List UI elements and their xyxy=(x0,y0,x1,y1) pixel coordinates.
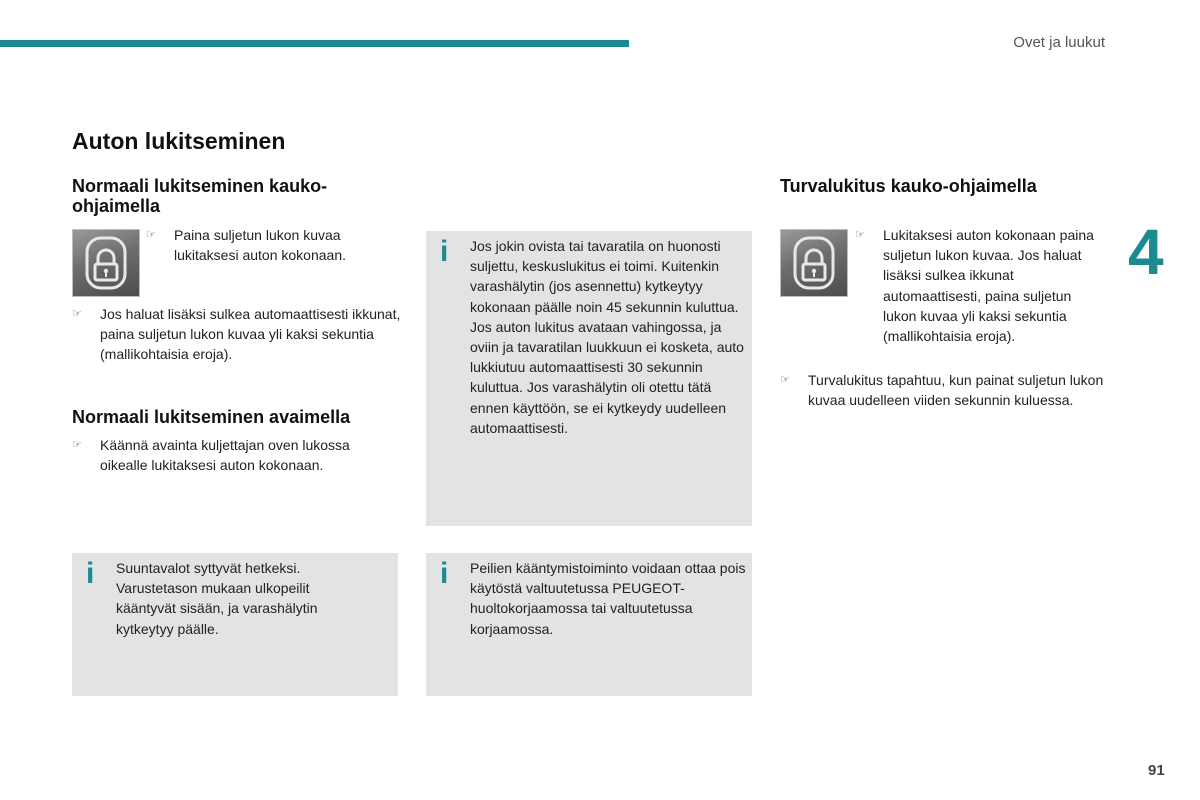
page-number: 91 xyxy=(1148,762,1165,779)
list-item: ☞ Turvalukitus tapahtuu, kun painat suljetun lukon kuvaa uudelleen viiden sekunnin kuluessa. xyxy=(780,372,1104,409)
header-accent-bar xyxy=(0,40,629,47)
list-item: ☞ Lukitaksesi auton kokonaan paina suljetun lukon kuvaa. Jos haluat lisäksi sulkea ikkunat automaattisesti, paina suljetun lukon kuvaa yli kaksi sekuntia (mallikohtaisia eroja). xyxy=(855,227,1094,345)
heading-key-locking: Normaali lukitseminen avaimella xyxy=(72,407,351,427)
bullet-icon: ☞ xyxy=(780,374,790,386)
bullet-icon: ☞ xyxy=(855,229,865,241)
heading-deadlocking: Turvalukitus kauko-ohjaimella xyxy=(780,176,1037,196)
heading-remote-locking: Normaali lukitseminen kauko-ohjaimella xyxy=(72,176,328,216)
lock-button-icon xyxy=(72,229,140,297)
list-item: ☞ Paina suljetun lukon kuvaa lukitaksesi auton kokonaan. xyxy=(146,227,346,264)
bullet-icon: ☞ xyxy=(146,229,156,241)
list-item: ☞ Jos haluat lisäksi sulkea automaattisesti ikkunat, paina suljetun lukon kuvaa yli kaksi sekuntia (mallikohtaisia eroja). xyxy=(72,306,401,363)
info-box-mirrors xyxy=(426,553,752,696)
bullet-icon: ☞ xyxy=(72,308,82,320)
info-box-indicators xyxy=(72,553,398,696)
info-box-central-locking xyxy=(426,231,752,526)
chapter-number: 4 xyxy=(1128,216,1164,288)
info-text: Jos jokin ovista tai tavaratila on huonosti suljettu, keskuslukitus ei toimi. Kuitenkin varashälytin (jos asennettu) kytkeytyy kokonaan päälle noin 45 sekunnin kuluttua. Jos auton lukitus avataan vahingossa, ja oviin ja tavaratilan luukkuun ei kosketa, auto lukkiutuu automaattisesti 30 sekunnin kuluttua. Jos varashälytin oli otettu tätä ennen käyttöön, se ei kytkeydy uudelleen automaattisesti. xyxy=(470,238,744,436)
section-title: Ovet ja luukut xyxy=(1013,34,1105,51)
page-title: Auton lukitseminen xyxy=(72,128,286,154)
info-icon: i xyxy=(86,557,95,590)
info-text: Suuntavalot syttyvät hetkeksi. Varustetason mukaan ulkopeilit kääntyvät sisään, ja varashälytin kytkeytyy päälle. xyxy=(116,560,318,637)
lock-button-icon xyxy=(780,229,848,297)
list-item: ☞ Käännä avainta kuljettajan oven lukossa oikealle lukitaksesi auton kokonaan. xyxy=(72,437,350,474)
bullet-icon: ☞ xyxy=(72,439,82,451)
info-text: Peilien kääntymistoiminto voidaan ottaa pois käytöstä valtuutetussa PEUGEOT-huoltokorjaamossa tai valtuutetussa korjaamossa. xyxy=(470,560,746,637)
info-icon: i xyxy=(440,235,449,268)
info-icon: i xyxy=(440,557,449,590)
